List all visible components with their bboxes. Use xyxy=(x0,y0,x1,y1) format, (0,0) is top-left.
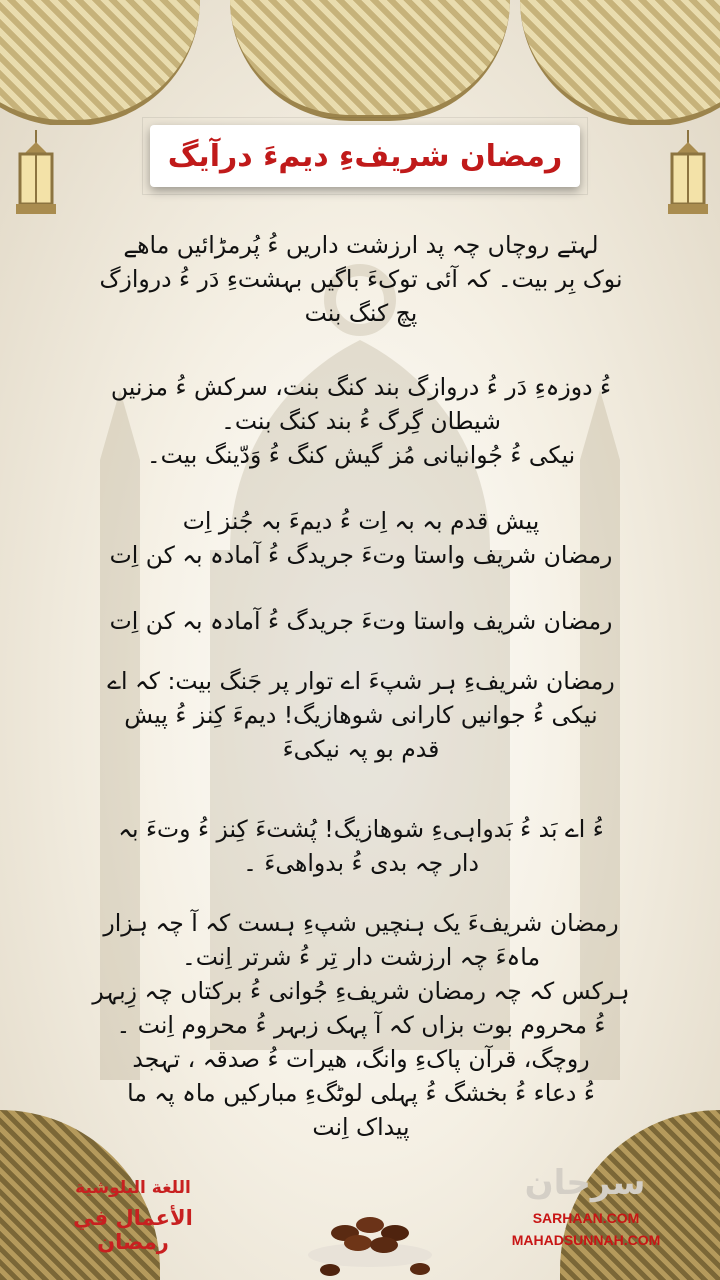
text-line: نوک بِر بیت۔ کہ آئی توکءَ باگیں بہشتءِ دَر ءُ دروازگ xyxy=(99,265,623,293)
text-line: رمضان شریفءَ یک ہنچیں شپءِ ہست کہ آ چہ ہزار xyxy=(103,909,619,937)
text-line: ءُ دوزہءِ دَر ءُ دروازگ بند کنگ بنت، سرکش ءُ مزنیں xyxy=(110,373,612,401)
text-line: قدم بو پہ نیکیءَ xyxy=(282,735,440,763)
ornament-panel xyxy=(0,0,200,125)
text-line: پچ کنگ بنت xyxy=(304,299,418,327)
lantern-icon xyxy=(10,130,62,225)
text-line: رمضان شریف واستا وتءَ جریدگ ءُ آمادہ بہ کن اِت xyxy=(109,541,613,569)
logo-text: سرحان xyxy=(525,1163,645,1203)
text-line: دار چہ بدی ءُ بدواھیءَ ۔ xyxy=(243,849,479,877)
text-line: نیکی ءُ جُوانیانی مُز گیش کنگ ءُ وَدّینگ بیت۔ xyxy=(146,441,576,469)
organization-label xyxy=(48,1178,218,1254)
text-line: پیداک اِنت xyxy=(312,1113,410,1141)
text-line: ماہءَ چہ ارزشت دار تِر ءُ شرتر اِنت۔ xyxy=(181,943,541,971)
sarhaan-logo xyxy=(525,1160,645,1205)
text-line: ءُ اے بَد ءُ بَدواہیءِ شوھازیگ! پُشتءَ کِنز ءُ وتءَ بہ xyxy=(118,815,604,843)
lantern-icon xyxy=(662,130,714,225)
ornament-panel xyxy=(520,0,720,125)
text-line: ءُ دعاء ءُ بخشگ ءُ پہلی لوٹگءِ مبارکیں ماہ پہ ما xyxy=(127,1079,595,1107)
dates-plate-image xyxy=(300,1195,440,1280)
top-ornament xyxy=(0,0,720,125)
text-line: رمضان شریفءِ ہر شپءَ اے توار پر جَنگ بیت: کہ اے xyxy=(107,667,615,695)
text-line: روچگ، قرآن پاکءِ وانگ، ھیرات ءُ صدقہ ، تہجد xyxy=(132,1045,590,1073)
text-line: ہرکس کہ چہ رمضان شریفءِ جُوانی ءُ برکتاں چہ زِبہر xyxy=(92,977,630,1005)
text-line: رمضان شریف واستا وتءَ جریدگ ءُ آمادہ بہ کن اِت xyxy=(109,607,613,635)
ornament-panel xyxy=(230,0,510,121)
org-line-2: الأعمال في رمضان xyxy=(73,1206,193,1254)
text-line: پیش قدم بہ بہ اِت ءُ دیمءَ بہ جُنز اِت xyxy=(182,507,540,535)
text-line: ءُ محروم بوت بزاں کہ آ پہک زبہر ءُ محروم اِنت ۔ xyxy=(116,1011,606,1039)
url-sarhaan[interactable]: SARHAAN.COM xyxy=(532,1210,640,1226)
text-line: نیکی ءُ جوانیں کارانی شوھازیگ! دیمءَ کِنز ءُ پیش xyxy=(124,701,598,729)
text-line: شیطان گِرگ ءُ بند کنگ بنت۔ xyxy=(221,407,501,435)
text-line: لہتے روچاں چہ پد ارزشت داریں ءُ پُرمڑائیں ماھے xyxy=(123,231,599,259)
page-title: رمضان شریفءِ دیمءَ درآیگ xyxy=(167,138,563,174)
url-mahadsunnah[interactable]: MAHADSUNNAH.COM xyxy=(511,1232,661,1248)
org-line-1: اللغة البلوشية xyxy=(75,1178,191,1198)
title-banner xyxy=(150,125,580,187)
